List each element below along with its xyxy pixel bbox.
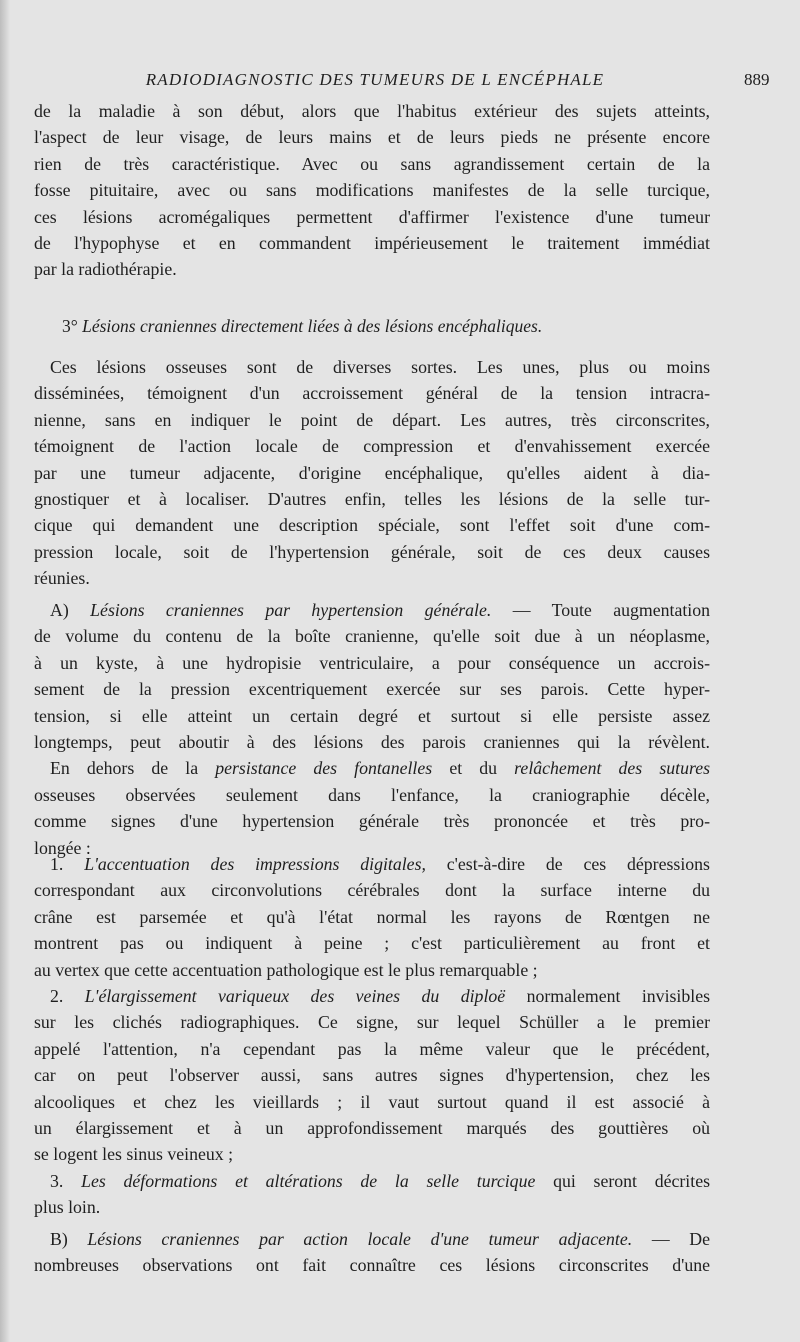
subsection-title: Lésions craniennes par action locale d'une tumeur adjacente. xyxy=(87,1229,633,1249)
text-line: de la maladie à son début, alors que l'habitus extérieur des sujets atteints, xyxy=(34,101,710,121)
subsection-a-heading-line xyxy=(34,597,710,623)
subsection-lead: — De xyxy=(651,1229,710,1249)
subsection-b xyxy=(34,1226,710,1279)
dehors-middle: et du xyxy=(449,758,498,779)
text-line: sement de la pression excentriquement exercée sur ses parois. Cette hyper- xyxy=(34,679,710,700)
item-3-heading-line xyxy=(34,1168,710,1194)
text-line: ces lésions acromégaliques permettent d'affirmer l'existence d'une tumeur xyxy=(34,206,710,227)
item-term: L'élargissement variqueux des veines du diploë xyxy=(84,985,506,1006)
text-line: disséminées, témoignent d'un accroissement général de la tension intracra- xyxy=(34,383,710,404)
item-2-heading-line xyxy=(34,983,710,1009)
subsection-title: Lésions craniennes par hypertension générale. xyxy=(90,600,492,620)
text-line: de volume du contenu de la boîte cranienne, qu'elle soit due à un néoplasme, xyxy=(34,626,710,647)
item-term: L'accentuation des impressions digitales, xyxy=(84,854,426,874)
text-line: longtemps, peut aboutir à des lésions des parois craniennes qui la révèlent. xyxy=(34,731,710,752)
text-line: osseuses observées seulement dans l'enfance, la craniographie décèle, xyxy=(34,784,710,805)
text-line: au vertex que cette accentuation pathologique est le plus remarquable ; xyxy=(34,959,538,980)
item-number: 1. xyxy=(50,854,64,874)
text-line: rien de très caractéristique. Avec ou sans agrandissement certain de la xyxy=(34,153,710,174)
text-line: nienne, sans en indiquer le point de départ. Les autres, très circonscrites, xyxy=(34,409,710,430)
text-line: comme signes d'une hypertension générale très prononcée et très pro- xyxy=(34,811,710,832)
dehors-heading-line xyxy=(34,755,710,781)
section-heading xyxy=(62,316,702,337)
text-line: montrent pas ou indiquent à peine ; c'est particulièrement au front et xyxy=(34,933,710,954)
lesions-paragraph xyxy=(34,354,710,592)
text-line: appelé l'attention, n'a cependant pas la même valeur que le précédent, xyxy=(34,1038,710,1059)
text-line: nombreuses observations ont fait connaître ces lésions circonscrites d'une xyxy=(34,1255,710,1276)
item-number: 3. xyxy=(50,1170,64,1191)
subsection-a xyxy=(34,597,710,861)
text-line: se logent les sinus veineux ; xyxy=(34,1144,234,1165)
text-line: Ces lésions osseuses sont de diverses sortes. Les unes, plus ou moins xyxy=(50,357,710,377)
text-line: par une tumeur adjacente, d'origine encéphalique, qu'elles aident à dia- xyxy=(34,462,710,483)
text-line: sur les clichés radiographiques. Ce signe, sur lequel Schüller a le premier xyxy=(34,1012,710,1033)
item-lead: normalement invisibles xyxy=(526,985,710,1006)
section-number: 3° xyxy=(62,316,78,336)
text-line: alcooliques et chez les vieillards ; il vaut surtout quand il est associé à xyxy=(34,1091,710,1112)
text-line: fosse pituitaire, avec ou sans modifications manifestes de la selle turcique, xyxy=(34,180,710,201)
subsection-lead: — Toute augmentation xyxy=(512,600,710,620)
hypertension-signs-list xyxy=(34,851,710,1220)
text-line: pression locale, soit de l'hypertension générale, soit de ces deux causes xyxy=(34,541,710,562)
text-line: témoignent de l'action locale de compression et d'envahissement exercée xyxy=(34,436,710,457)
section-title: Lésions craniennes directement liées à des lésions encéphaliques. xyxy=(82,316,543,336)
text-line: de l'hypophyse et en commandent impérieusement le traitement immédiat xyxy=(34,232,710,253)
text-line: l'aspect de leur visage, de leurs mains et de leurs pieds ne présente encore xyxy=(34,127,710,148)
text-line: correspondant aux circonvolutions cérébrales dont la surface interne du xyxy=(34,880,710,901)
subsection-marker: A) xyxy=(50,600,69,620)
page-gutter-shadow xyxy=(0,0,10,1342)
text-line: un élargissement et à un approfondissement marqués des gouttières où xyxy=(34,1117,710,1138)
text-line: crâne est parsemée et qu'à l'état normal les rayons de Rœntgen ne xyxy=(34,906,710,927)
term-fontanelles: persistance des fontanelles xyxy=(215,758,433,779)
running-header: RADIODIAGNOSTIC DES TUMEURS DE L ENCÉPHALE xyxy=(145,70,605,89)
text-line: réunies. xyxy=(34,568,90,589)
intro-paragraph xyxy=(34,98,710,283)
text-line: à un kyste, à une hydropisie ventriculaire, a pour conséquence un accrois- xyxy=(34,652,710,673)
item-1-heading-line xyxy=(34,851,710,877)
text-line: par la radiothérapie. xyxy=(34,259,177,280)
text-line: tension, si elle atteint un certain degré et surtout si elle persiste assez xyxy=(34,705,710,726)
subsection-marker: B) xyxy=(50,1229,68,1249)
text-line: gnostiquer et à localiser. D'autres enfin, telles les lésions de la selle tur- xyxy=(34,488,710,509)
term-sutures: relâchement des sutures xyxy=(514,758,710,779)
item-lead: c'est-à-dire de ces dépressions xyxy=(446,854,710,874)
item-term: Les déformations et altérations de la selle turcique xyxy=(81,1170,536,1191)
text-line: cique qui demandent une description spéciale, sont l'effet soit d'une com- xyxy=(34,515,710,536)
subsection-b-heading-line xyxy=(34,1226,710,1252)
dehors-lead: En dehors de la xyxy=(50,758,199,779)
text-line: car on peut l'observer aussi, sans autres signes d'hypertension, chez les xyxy=(34,1065,710,1086)
text-line: longée : xyxy=(34,837,91,858)
text-line: plus loin. xyxy=(34,1197,101,1218)
item-lead: qui seront décrites xyxy=(553,1170,710,1191)
page-number: 889 xyxy=(744,70,770,89)
item-number: 2. xyxy=(50,985,64,1006)
